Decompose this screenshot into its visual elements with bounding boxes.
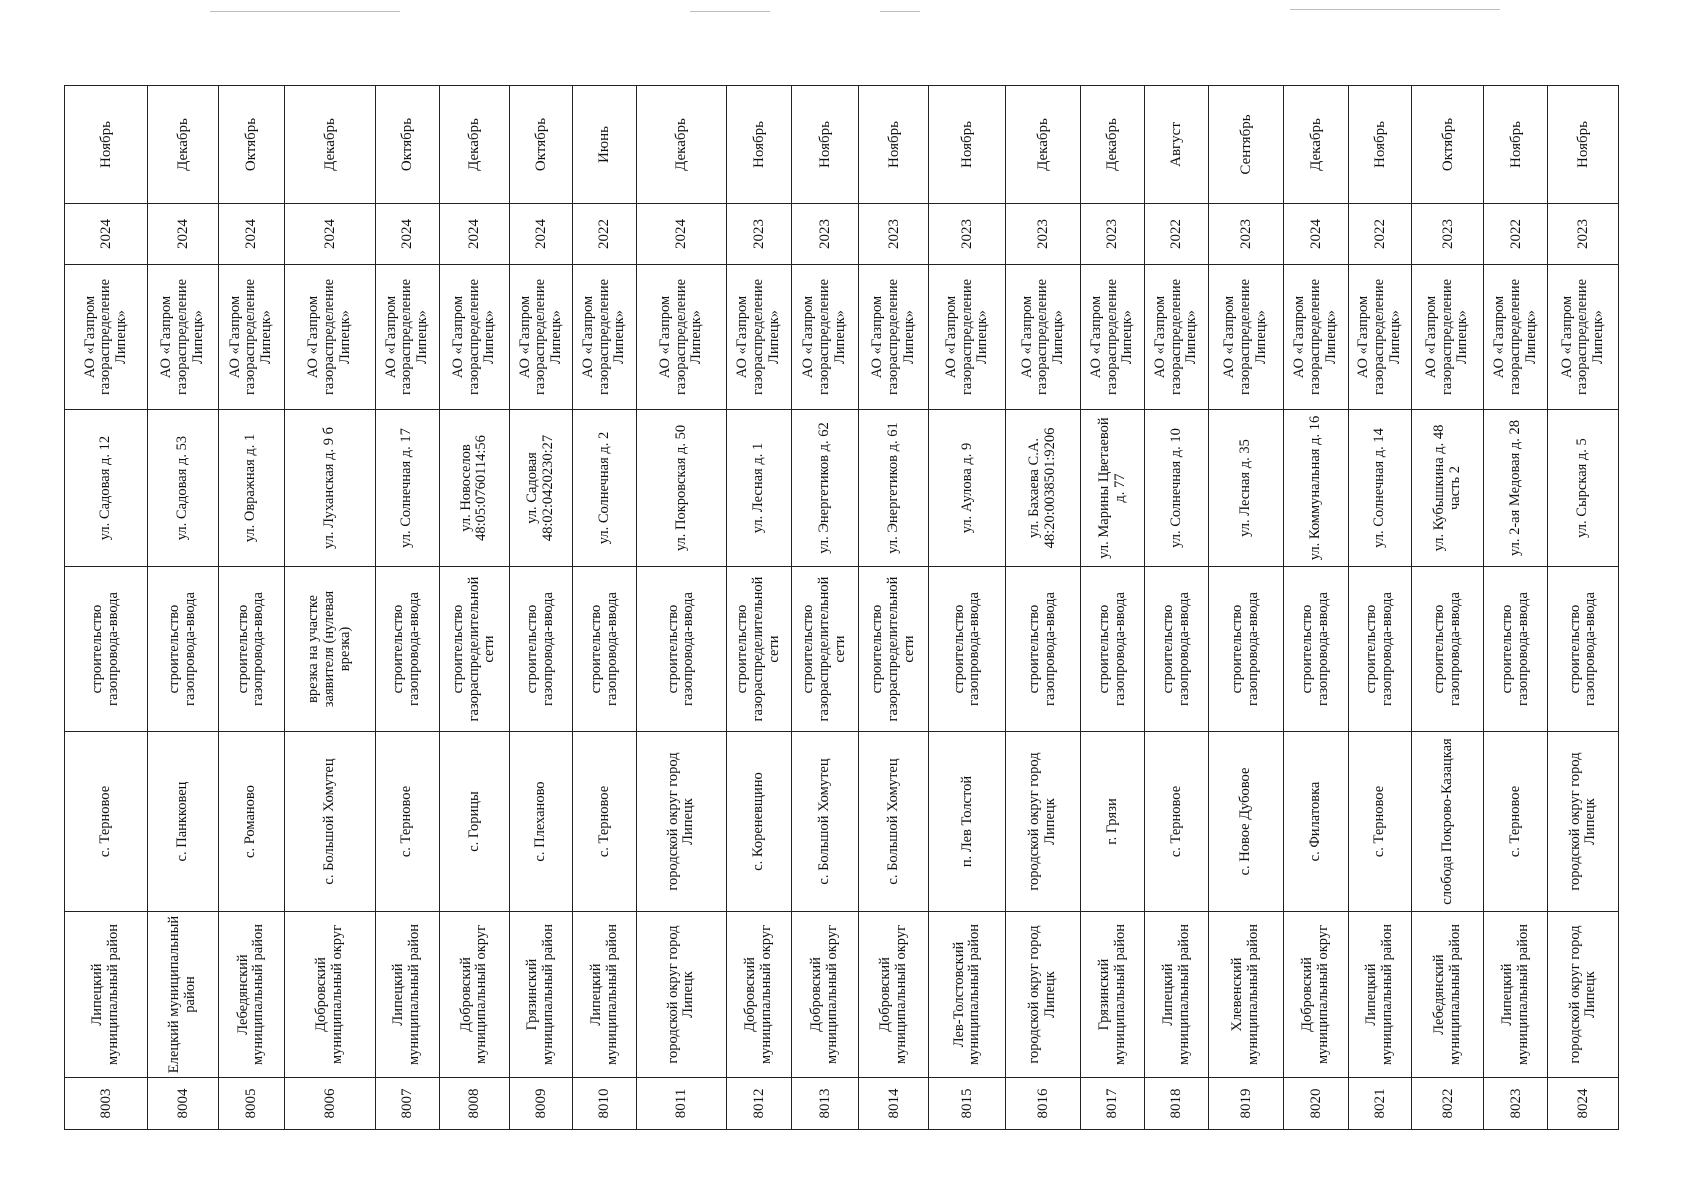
row-number: 8019	[1209, 1078, 1284, 1130]
work-type-cell: строительство газопровода-ввода	[929, 567, 1006, 732]
district-cell: Грязинский муниципальный район	[510, 912, 573, 1078]
settlement-cell: г. Грязи	[1081, 732, 1145, 912]
month-cell: Ноябрь	[726, 86, 791, 204]
scan-artifact-line	[690, 11, 770, 12]
address-cell: ул. Энергетиков д. 61	[859, 410, 929, 567]
table-row	[375, 86, 439, 1130]
work-type-cell: строительство газопровода-ввода	[65, 567, 148, 732]
year-cell: 2023	[1006, 204, 1081, 265]
month-cell: Июнь	[573, 86, 637, 204]
year-cell: 2023	[1081, 204, 1145, 265]
table-row	[148, 86, 218, 1130]
row-number: 8007	[375, 1078, 439, 1130]
month-cell: Декабрь	[1283, 86, 1348, 204]
address-cell: ул. Садовая д. 12	[65, 410, 148, 567]
year-cell: 2024	[148, 204, 218, 265]
address-cell: ул. Луханская д. 9 б	[284, 410, 375, 567]
settlement-cell: с. Терновое	[1145, 732, 1209, 912]
table-row	[1081, 86, 1145, 1130]
address-cell: ул. Овражная д. 1	[218, 410, 284, 567]
organization-cell: АО «Газпром газораспределение Липецк»	[439, 265, 509, 410]
work-type-cell: строительство газопровода-ввода	[1209, 567, 1284, 732]
month-cell: Декабрь	[439, 86, 509, 204]
organization-cell: АО «Газпром газораспределение Липецк»	[375, 265, 439, 410]
settlement-cell: с. Терновое	[1348, 732, 1411, 912]
organization-cell: АО «Газпром газораспределение Липецк»	[637, 265, 727, 410]
work-type-cell: строительство газопровода-ввода	[1548, 567, 1619, 732]
address-cell: ул. Солнечная д. 10	[1145, 410, 1209, 567]
district-cell: Лебедянский муниципальный район	[1411, 912, 1484, 1078]
work-type-cell: строительство газопровода-ввода	[1081, 567, 1145, 732]
table-row	[510, 86, 573, 1130]
district-cell: Липецкий муниципальный район	[375, 912, 439, 1078]
rotated-registry-table	[64, 86, 1619, 1130]
address-cell: ул. Садовая д. 53	[148, 410, 218, 567]
table-row	[1348, 86, 1411, 1130]
organization-cell: АО «Газпром газораспределение Липецк»	[1283, 265, 1348, 410]
organization-cell: АО «Газпром газораспределение Липецк»	[65, 265, 148, 410]
row-number: 8012	[726, 1078, 791, 1130]
settlement-cell: с. Плеханово	[510, 732, 573, 912]
work-type-cell: строительство газораспределительной сети	[859, 567, 929, 732]
table-row	[1006, 86, 1081, 1130]
year-cell: 2023	[1411, 204, 1484, 265]
table-row	[1145, 86, 1209, 1130]
table-row	[1209, 86, 1284, 1130]
row-number: 8006	[284, 1078, 375, 1130]
month-cell: Октябрь	[218, 86, 284, 204]
year-cell: 2023	[1548, 204, 1619, 265]
row-number: 8023	[1484, 1078, 1548, 1130]
organization-cell: АО «Газпром газораспределение Липецк»	[148, 265, 218, 410]
year-cell: 2022	[1348, 204, 1411, 265]
row-number: 8010	[573, 1078, 637, 1130]
row-number: 8016	[1006, 1078, 1081, 1130]
month-cell: Ноябрь	[859, 86, 929, 204]
district-cell: Добровский муниципальный округ	[726, 912, 791, 1078]
settlement-cell: городской округ город Липецк	[637, 732, 727, 912]
organization-cell: АО «Газпром газораспределение Липецк»	[1209, 265, 1284, 410]
row-number: 8011	[637, 1078, 727, 1130]
year-cell: 2023	[929, 204, 1006, 265]
district-cell: Лебедянский муниципальный район	[218, 912, 284, 1078]
row-number: 8005	[218, 1078, 284, 1130]
address-cell: ул. Солнечная д. 17	[375, 410, 439, 567]
month-cell: Ноябрь	[791, 86, 858, 204]
year-cell: 2022	[1484, 204, 1548, 265]
row-number: 8015	[929, 1078, 1006, 1130]
row-number: 8004	[148, 1078, 218, 1130]
address-cell: ул. Бахаева С.А. 48:20:0038501:9206	[1006, 410, 1081, 567]
settlement-cell: п. Лев Толстой	[929, 732, 1006, 912]
row-number: 8018	[1145, 1078, 1209, 1130]
scan-artifact-line	[880, 11, 920, 12]
district-cell: Липецкий муниципальный район	[1348, 912, 1411, 1078]
settlement-cell: с. Большой Хомутец	[859, 732, 929, 912]
district-cell: Липецкий муниципальный район	[1484, 912, 1548, 1078]
work-type-cell: строительство газораспределительной сети	[439, 567, 509, 732]
table-row	[65, 86, 148, 1130]
row-number: 8020	[1283, 1078, 1348, 1130]
settlement-cell: с. Кореневщино	[726, 732, 791, 912]
settlement-cell: с. Панкковец	[148, 732, 218, 912]
district-cell: Елецкий муниципальный район	[148, 912, 218, 1078]
work-type-cell: строительство газопровода-ввода	[1006, 567, 1081, 732]
organization-cell: АО «Газпром газораспределение Липецк»	[1348, 265, 1411, 410]
address-cell: ул. Солнечная д. 14	[1348, 410, 1411, 567]
organization-cell: АО «Газпром газораспределение Липецк»	[791, 265, 858, 410]
address-cell: ул. Энергетиков д. 62	[791, 410, 858, 567]
table-row	[1283, 86, 1348, 1130]
settlement-cell: с. Горицы	[439, 732, 509, 912]
organization-cell: АО «Газпром газораспределение Липецк»	[510, 265, 573, 410]
settlement-cell: с. Романово	[218, 732, 284, 912]
month-cell: Сентябрь	[1209, 86, 1284, 204]
year-cell: 2024	[637, 204, 727, 265]
table-row	[637, 86, 727, 1130]
organization-cell: АО «Газпром газораспределение Липецк»	[1081, 265, 1145, 410]
work-type-cell: строительство газораспределительной сети	[791, 567, 858, 732]
row-number: 8021	[1348, 1078, 1411, 1130]
organization-cell: АО «Газпром газораспределение Липецк»	[1484, 265, 1548, 410]
month-cell: Ноябрь	[1484, 86, 1548, 204]
address-cell: ул. Аулова д. 9	[929, 410, 1006, 567]
work-type-cell: строительство газопровода-ввода	[218, 567, 284, 732]
row-number: 8024	[1548, 1078, 1619, 1130]
table-row	[573, 86, 637, 1130]
table-row	[439, 86, 509, 1130]
year-cell: 2023	[726, 204, 791, 265]
month-cell: Декабрь	[637, 86, 727, 204]
organization-cell: АО «Газпром газораспределение Липецк»	[1006, 265, 1081, 410]
month-cell: Ноябрь	[1548, 86, 1619, 204]
month-cell: Октябрь	[510, 86, 573, 204]
settlement-cell: с. Филатовка	[1283, 732, 1348, 912]
settlement-cell: с. Терновое	[573, 732, 637, 912]
organization-cell: АО «Газпром газораспределение Липецк»	[929, 265, 1006, 410]
organization-cell: АО «Газпром газораспределение Липецк»	[1411, 265, 1484, 410]
district-cell: Липецкий муниципальный район	[573, 912, 637, 1078]
work-type-cell: строительство газопровода-ввода	[375, 567, 439, 732]
registry-table	[64, 85, 1619, 1130]
settlement-cell: слобода Покрово-Казацкая	[1411, 732, 1484, 912]
settlement-cell: городской округ город Липецк	[1006, 732, 1081, 912]
year-cell: 2024	[510, 204, 573, 265]
year-cell: 2023	[859, 204, 929, 265]
table-row	[929, 86, 1006, 1130]
month-cell: Декабрь	[1006, 86, 1081, 204]
organization-cell: АО «Газпром газораспределение Липецк»	[726, 265, 791, 410]
month-cell: Август	[1145, 86, 1209, 204]
address-cell: ул. Марины Цветаевой д. 77	[1081, 410, 1145, 567]
scan-artifact-line	[210, 11, 400, 12]
year-cell: 2023	[791, 204, 858, 265]
district-cell: Добровский муниципальный округ	[284, 912, 375, 1078]
month-cell: Декабрь	[148, 86, 218, 204]
work-type-cell: строительство газопровода-ввода	[510, 567, 573, 732]
month-cell: Ноябрь	[1348, 86, 1411, 204]
month-cell: Декабрь	[284, 86, 375, 204]
work-type-cell: строительство газопровода-ввода	[573, 567, 637, 732]
row-number: 8009	[510, 1078, 573, 1130]
address-cell: ул. Кубышкина д. 48 часть 2	[1411, 410, 1484, 567]
scan-artifact-line	[1290, 9, 1500, 10]
row-number: 8013	[791, 1078, 858, 1130]
work-type-cell: строительство газопровода-ввода	[1411, 567, 1484, 732]
address-cell: ул. Лесная д. 35	[1209, 410, 1284, 567]
organization-cell: АО «Газпром газораспределение Липецк»	[1548, 265, 1619, 410]
address-cell: ул. Сырская д. 5	[1548, 410, 1619, 567]
table-row	[726, 86, 791, 1130]
settlement-cell: с. Терновое	[375, 732, 439, 912]
address-cell: ул. Лесная д. 1	[726, 410, 791, 567]
work-type-cell: строительство газопровода-ввода	[1283, 567, 1348, 732]
row-number: 8003	[65, 1078, 148, 1130]
row-number: 8008	[439, 1078, 509, 1130]
work-type-cell: строительство газопровода-ввода	[1484, 567, 1548, 732]
district-cell: Добровский муниципальный округ	[439, 912, 509, 1078]
address-cell: ул. Покровская д. 50	[637, 410, 727, 567]
month-cell: Ноябрь	[929, 86, 1006, 204]
district-cell: Добровский муниципальный округ	[859, 912, 929, 1078]
table-row	[859, 86, 929, 1130]
settlement-cell: городской округ город Липецк	[1548, 732, 1619, 912]
address-cell: ул. Новоселов 48:05:0760114:56	[439, 410, 509, 567]
row-number: 8014	[859, 1078, 929, 1130]
address-cell: ул. 2-ая Медовая д. 28	[1484, 410, 1548, 567]
year-cell: 2024	[284, 204, 375, 265]
settlement-cell: с. Новое Дубовое	[1209, 732, 1284, 912]
settlement-cell: с. Терновое	[1484, 732, 1548, 912]
work-type-cell: строительство газопровода-ввода	[1145, 567, 1209, 732]
table-row	[1411, 86, 1484, 1130]
table-row	[1484, 86, 1548, 1130]
row-number: 8022	[1411, 1078, 1484, 1130]
district-cell: Липецкий муниципальный район	[1145, 912, 1209, 1078]
table-row	[218, 86, 284, 1130]
year-cell: 2022	[1145, 204, 1209, 265]
organization-cell: АО «Газпром газораспределение Липецк»	[284, 265, 375, 410]
district-cell: Грязинский муниципальный район	[1081, 912, 1145, 1078]
table-row	[791, 86, 858, 1130]
work-type-cell: строительство газораспределительной сети	[726, 567, 791, 732]
year-cell: 2022	[573, 204, 637, 265]
address-cell: ул. Коммунальная д. 16	[1283, 410, 1348, 567]
month-cell: Октябрь	[1411, 86, 1484, 204]
month-cell: Октябрь	[375, 86, 439, 204]
district-cell: Липецкий муниципальный район	[65, 912, 148, 1078]
organization-cell: АО «Газпром газораспределение Липецк»	[859, 265, 929, 410]
year-cell: 2024	[218, 204, 284, 265]
settlement-cell: с. Терновое	[65, 732, 148, 912]
year-cell: 2024	[439, 204, 509, 265]
work-type-cell: строительство газопровода-ввода	[1348, 567, 1411, 732]
work-type-cell: врезка на участке заявителя (нулевая врезка)	[284, 567, 375, 732]
table-row	[284, 86, 375, 1130]
work-type-cell: строительство газопровода-ввода	[637, 567, 727, 732]
settlement-cell: с. Большой Хомутец	[284, 732, 375, 912]
organization-cell: АО «Газпром газораспределение Липецк»	[218, 265, 284, 410]
year-cell: 2024	[65, 204, 148, 265]
address-cell: ул. Садовая 48:02:0420230:27	[510, 410, 573, 567]
table-row	[1548, 86, 1619, 1130]
district-cell: городской округ город Липецк	[637, 912, 727, 1078]
settlement-cell: с. Большой Хомутец	[791, 732, 858, 912]
work-type-cell: строительство газопровода-ввода	[148, 567, 218, 732]
year-cell: 2024	[1283, 204, 1348, 265]
district-cell: Добровский муниципальный округ	[791, 912, 858, 1078]
organization-cell: АО «Газпром газораспределение Липецк»	[1145, 265, 1209, 410]
month-cell: Ноябрь	[65, 86, 148, 204]
district-cell: городской округ город Липецк	[1548, 912, 1619, 1078]
district-cell: Лев-Толстовский муниципальный район	[929, 912, 1006, 1078]
year-cell: 2023	[1209, 204, 1284, 265]
address-cell: ул. Солнечная д. 2	[573, 410, 637, 567]
row-number: 8017	[1081, 1078, 1145, 1130]
district-cell: Добровский муниципальный округ	[1283, 912, 1348, 1078]
district-cell: Хлевенский муниципальный район	[1209, 912, 1284, 1078]
organization-cell: АО «Газпром газораспределение Липецк»	[573, 265, 637, 410]
month-cell: Декабрь	[1081, 86, 1145, 204]
district-cell: городской округ город Липецк	[1006, 912, 1081, 1078]
year-cell: 2024	[375, 204, 439, 265]
